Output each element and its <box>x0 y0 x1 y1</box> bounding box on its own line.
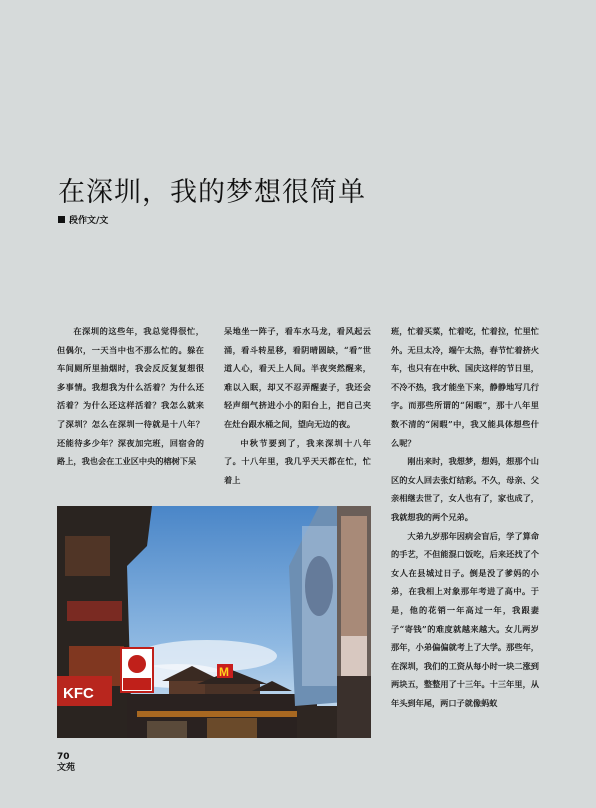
page-number: 70 <box>57 752 70 762</box>
article-title: 在深圳，我的梦想很简单 <box>58 177 366 208</box>
byline <box>58 213 108 226</box>
byline-square-icon <box>58 216 65 223</box>
text-column-1 <box>57 322 204 471</box>
paragraph: 大弟九岁那年因病会盲后，学了算命的手艺，不但能混口饭吃，后来还找了个女人在县城过日子。倒是没了爹妈的小弟，在我相上对象那年考进了高中。于是，他的花销一年高过一年，我跟妻子“寄钱”的难度就越来越大。女儿两岁那年，小弟偏偏就考上了大学。那些年，在深圳，我们的工资从每小时一块二涨到两块五，整整用了十三年。十三年里，从年头到年尾，两口子就像蚂蚁 <box>391 530 539 708</box>
paragraph: 呆地坐一阵子，看车水马龙，看风起云涌，看斗转星移，看阴晴圆缺，“看”世道人心，看天上人间。半夜突然醒来，难以入眠，却又不忍弄醒妻子，我还会轻声细气挤进小小的阳台上，把自己夹在灶台跟水桶之间，望向无边的夜。 <box>224 326 371 429</box>
byline-author: 段作文/文 <box>69 216 109 226</box>
paragraph: 班，忙着买菜，忙着吃，忙着拉，忙里忙外。无旦太冷，端午太热，春节忙着挤火车，也只有在中秋、国庆这样的节日里，不冷不热，我才能坐下来，静静地写几行字。而那些所谓的“闲暇”，那十八年里数不清的“闲暇”中，我又能具体想些什么呢？ <box>391 326 539 448</box>
paragraph: 中秋节要到了，我来深圳十八年了。十八年里，我几乎天天都在忙，忙着上 <box>224 437 371 485</box>
text-column-3 <box>391 322 539 712</box>
paragraph: 刚出来时，我想梦，想妈，想那个山区的女人回去张灯结彩。不久，母亲、父亲相继去世了，女人也有了，家也成了，我就想我的两个兄弟。 <box>391 456 539 522</box>
paragraph: 在深圳的这些年，我总觉得很忙，但偶尔，一天当中也不那么忙的。躲在车间厕所里抽烟时，我会反反复复想很多事情。我想我为什么活着？为什么还活着？为什么还这样活着？我怎么就来了深圳？怎么在深圳一待就是十八年？还能待多少年？深夜加完班，回宿舍的路上，我也会在工业区中央的榕树下呆 <box>57 326 204 467</box>
kfc-sign-text: KFC <box>63 685 94 702</box>
page-footer <box>57 752 75 774</box>
street-photo <box>57 506 371 738</box>
text-column-2 <box>224 322 371 489</box>
magazine-name: 文苑 <box>57 763 76 773</box>
mcdonalds-sign-text: M <box>219 665 229 679</box>
